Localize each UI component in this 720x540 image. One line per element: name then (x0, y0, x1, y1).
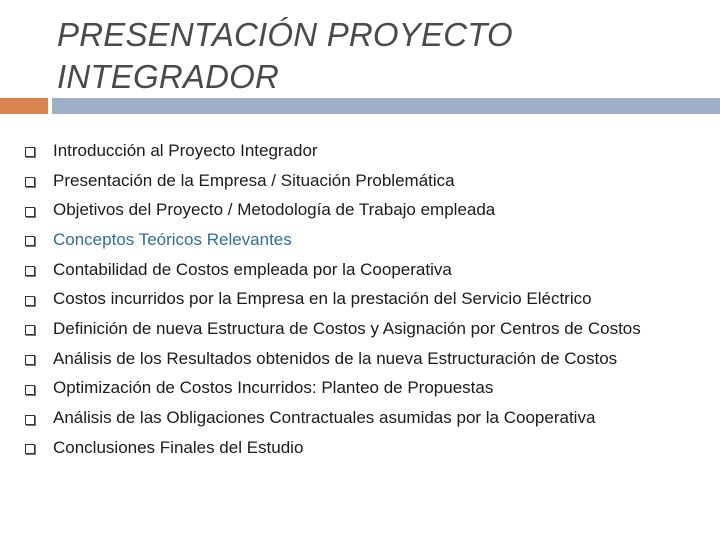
list-item (25, 195, 720, 225)
slide-title-line-2: INTEGRADOR (57, 58, 280, 95)
list-item-text: Costos incurridos por la Empresa en la prestación del Servicio Eléctrico (53, 289, 592, 309)
accent-bar-orange (0, 98, 48, 114)
list-item (25, 136, 720, 166)
square-bullet-icon (25, 296, 35, 306)
square-bullet-icon (25, 325, 35, 335)
list-item-text: Conclusiones Finales del Estudio (53, 437, 304, 457)
list-item-text: Análisis de los Resultados obtenidos de la nueva Estructuración de Costos (53, 348, 618, 368)
slide-title (57, 14, 617, 98)
list-item-text: Análisis de las Obligaciones Contractuales asumidas por la Cooperativa (53, 408, 596, 428)
list-item-text: Presentación de la Empresa / Situación Problemática (53, 170, 455, 190)
list-item (25, 374, 720, 404)
square-bullet-icon (25, 236, 35, 246)
list-item (25, 314, 720, 344)
square-bullet-icon (25, 444, 35, 454)
list-item-text: Introducción al Proyecto Integrador (53, 140, 318, 160)
list-item (25, 344, 720, 374)
list-item-text: Optimización de Costos Incurridos: Planteo de Propuestas (53, 378, 494, 398)
list-item (25, 284, 720, 314)
list-item-highlighted (25, 225, 720, 255)
list-item-text: Definición de nueva Estructura de Costos y Asignación por Centros de Costos (53, 318, 641, 338)
square-bullet-icon (25, 147, 35, 157)
list-item-text: Contabilidad de Costos empleada por la Cooperativa (53, 259, 452, 279)
list-item (25, 433, 720, 463)
accent-bar-blue (52, 98, 720, 114)
square-bullet-icon (25, 266, 35, 276)
square-bullet-icon (25, 177, 35, 187)
list-item (25, 255, 720, 285)
list-item (25, 166, 720, 196)
slide-title-line-1: PRESENTACIÓN PROYECTO (57, 16, 513, 53)
square-bullet-icon (25, 207, 35, 217)
square-bullet-icon (25, 385, 35, 395)
square-bullet-icon (25, 415, 35, 425)
list-item-text: Conceptos Teóricos Relevantes (53, 229, 292, 249)
list-item (25, 403, 720, 433)
square-bullet-icon (25, 355, 35, 365)
agenda-list (25, 136, 720, 463)
list-item-text: Objetivos del Proyecto / Metodología de Trabajo empleada (53, 200, 496, 220)
